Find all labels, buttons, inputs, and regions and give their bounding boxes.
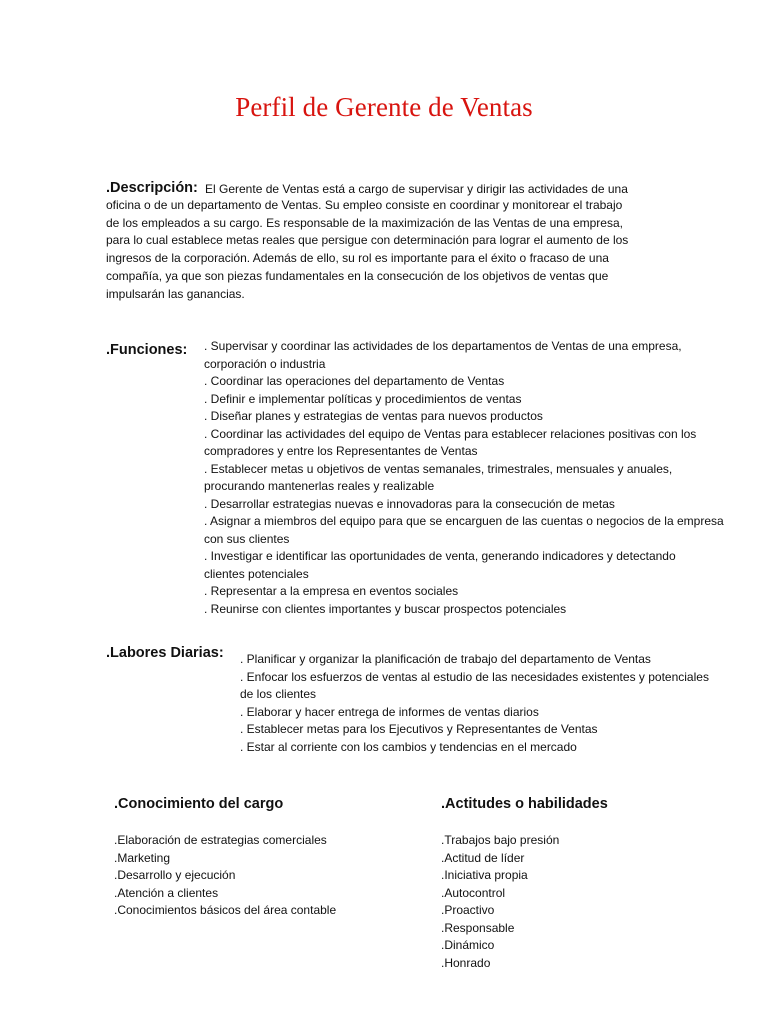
- actitudes-item: .Iniciativa propia: [441, 868, 528, 882]
- funciones-line: corporación o industria: [204, 356, 326, 371]
- funciones-line: . Definir e implementar políticas y procedimientos de ventas: [204, 391, 522, 406]
- funciones-line: . Investigar e identificar las oportunidades de venta, generando indicadores y detectando: [204, 549, 676, 563]
- labores-line: . Elaborar y hacer entrega de informes de ventas diarios: [240, 704, 539, 719]
- descripcion-line: compañía, ya que son piezas fundamentales en la consecución de los objetivos de ventas que: [106, 268, 609, 283]
- conocimiento-item: .Atención a clientes: [114, 885, 219, 900]
- descripcion-label: .Descripción:: [106, 180, 198, 196]
- funciones-line: . Establecer metas u objetivos de ventas semanales, trimestrales, mensuales y anuales,: [204, 461, 673, 476]
- descripcion-text: [106, 197, 676, 303]
- funciones-line: . Coordinar las actividades del equipo de Ventas para establecer relaciones positivas con los: [204, 426, 697, 441]
- descripcion-first-line: El Gerente de Ventas está a cargo de supervisar y dirigir las actividades de una: [205, 182, 628, 196]
- descripcion-line: impulsarán las ganancias.: [106, 286, 245, 301]
- funciones-line: clientes potenciales: [204, 566, 309, 581]
- funciones-line: . Asignar a miembros del equipo para que se encarguen de las cuentas o negocios de la empresa: [204, 514, 724, 528]
- actitudes-item: .Responsable: [441, 920, 515, 935]
- funciones-line: . Coordinar las operaciones del departamento de Ventas: [204, 374, 505, 388]
- labores-line: de los clientes: [240, 687, 317, 701]
- labores-line: . Estar al corriente con los cambios y tendencias en el mercado: [240, 739, 577, 754]
- descripcion-line: ingresos de la corporación. Además de ello, su rol es importante para el éxito o fracaso de una: [106, 251, 609, 266]
- actitudes-item: .Dinámico: [441, 938, 495, 952]
- funciones-line: . Representar a la empresa en eventos sociales: [204, 584, 459, 598]
- labores-line: . Enfocar los esfuerzos de ventas al estudio de las necesidades existentes y potenciales: [240, 669, 709, 684]
- funciones-line: . Diseñar planes y estrategias de ventas para nuevos productos: [204, 409, 543, 423]
- funciones-line: . Desarrollar estrategias nuevas e innovadoras para la consecución de metas: [204, 496, 615, 511]
- actitudes-label: .Actitudes o habilidades: [441, 796, 608, 812]
- actitudes-item: .Honrado: [441, 955, 491, 970]
- descripcion-line: oficina o de un departamento de Ventas. Su empleo consiste en coordinar y monitorear el trabajo: [106, 198, 623, 212]
- conocimiento-item: .Desarrollo y ejecución: [114, 868, 236, 882]
- labores-line: . Establecer metas para los Ejecutivos y Representantes de Ventas: [240, 722, 598, 736]
- labores-label: .Labores Diarias:: [106, 645, 224, 661]
- page-title: Perfil de Gerente de Ventas: [235, 92, 533, 122]
- funciones-label: .Funciones:: [106, 342, 188, 358]
- funciones-line: . Supervisar y coordinar las actividades de los departamentos de Ventas de una empresa,: [204, 339, 682, 353]
- actitudes-item: .Autocontrol: [441, 885, 506, 900]
- actitudes-item: .Trabajos bajo presión: [441, 833, 560, 847]
- descripcion-line: para lo cual establece metas reales que persigue con determinación para lograr el aumento de los: [106, 233, 629, 248]
- conocimiento-item: .Elaboración de estrategias comerciales: [114, 833, 327, 847]
- labores-list: [240, 651, 760, 756]
- actitudes-item: .Actitud de líder: [441, 850, 525, 865]
- conocimiento-label: .Conocimiento del cargo: [114, 796, 284, 812]
- conocimiento-item: .Marketing: [114, 850, 171, 865]
- conocimiento-item: .Conocimientos básicos del área contable: [114, 903, 337, 917]
- descripcion-line: de los empleados a su cargo. Es responsable de la maximización de las Ventas de una empresa,: [106, 215, 623, 230]
- conocimiento-list: [114, 832, 414, 920]
- funciones-line: compradores y entre los Representantes de Ventas: [204, 444, 478, 458]
- funciones-list: [204, 338, 764, 618]
- labores-line: . Planificar y organizar la planificación de trabajo del departamento de Ventas: [240, 652, 651, 666]
- funciones-line: con sus clientes: [204, 531, 290, 546]
- funciones-line: . Reunirse con clientes importantes y buscar prospectos potenciales: [204, 601, 567, 616]
- actitudes-item: .Proactivo: [441, 903, 495, 917]
- funciones-line: procurando mantenerlas reales y realizable: [204, 479, 435, 493]
- actitudes-list: [441, 832, 721, 972]
